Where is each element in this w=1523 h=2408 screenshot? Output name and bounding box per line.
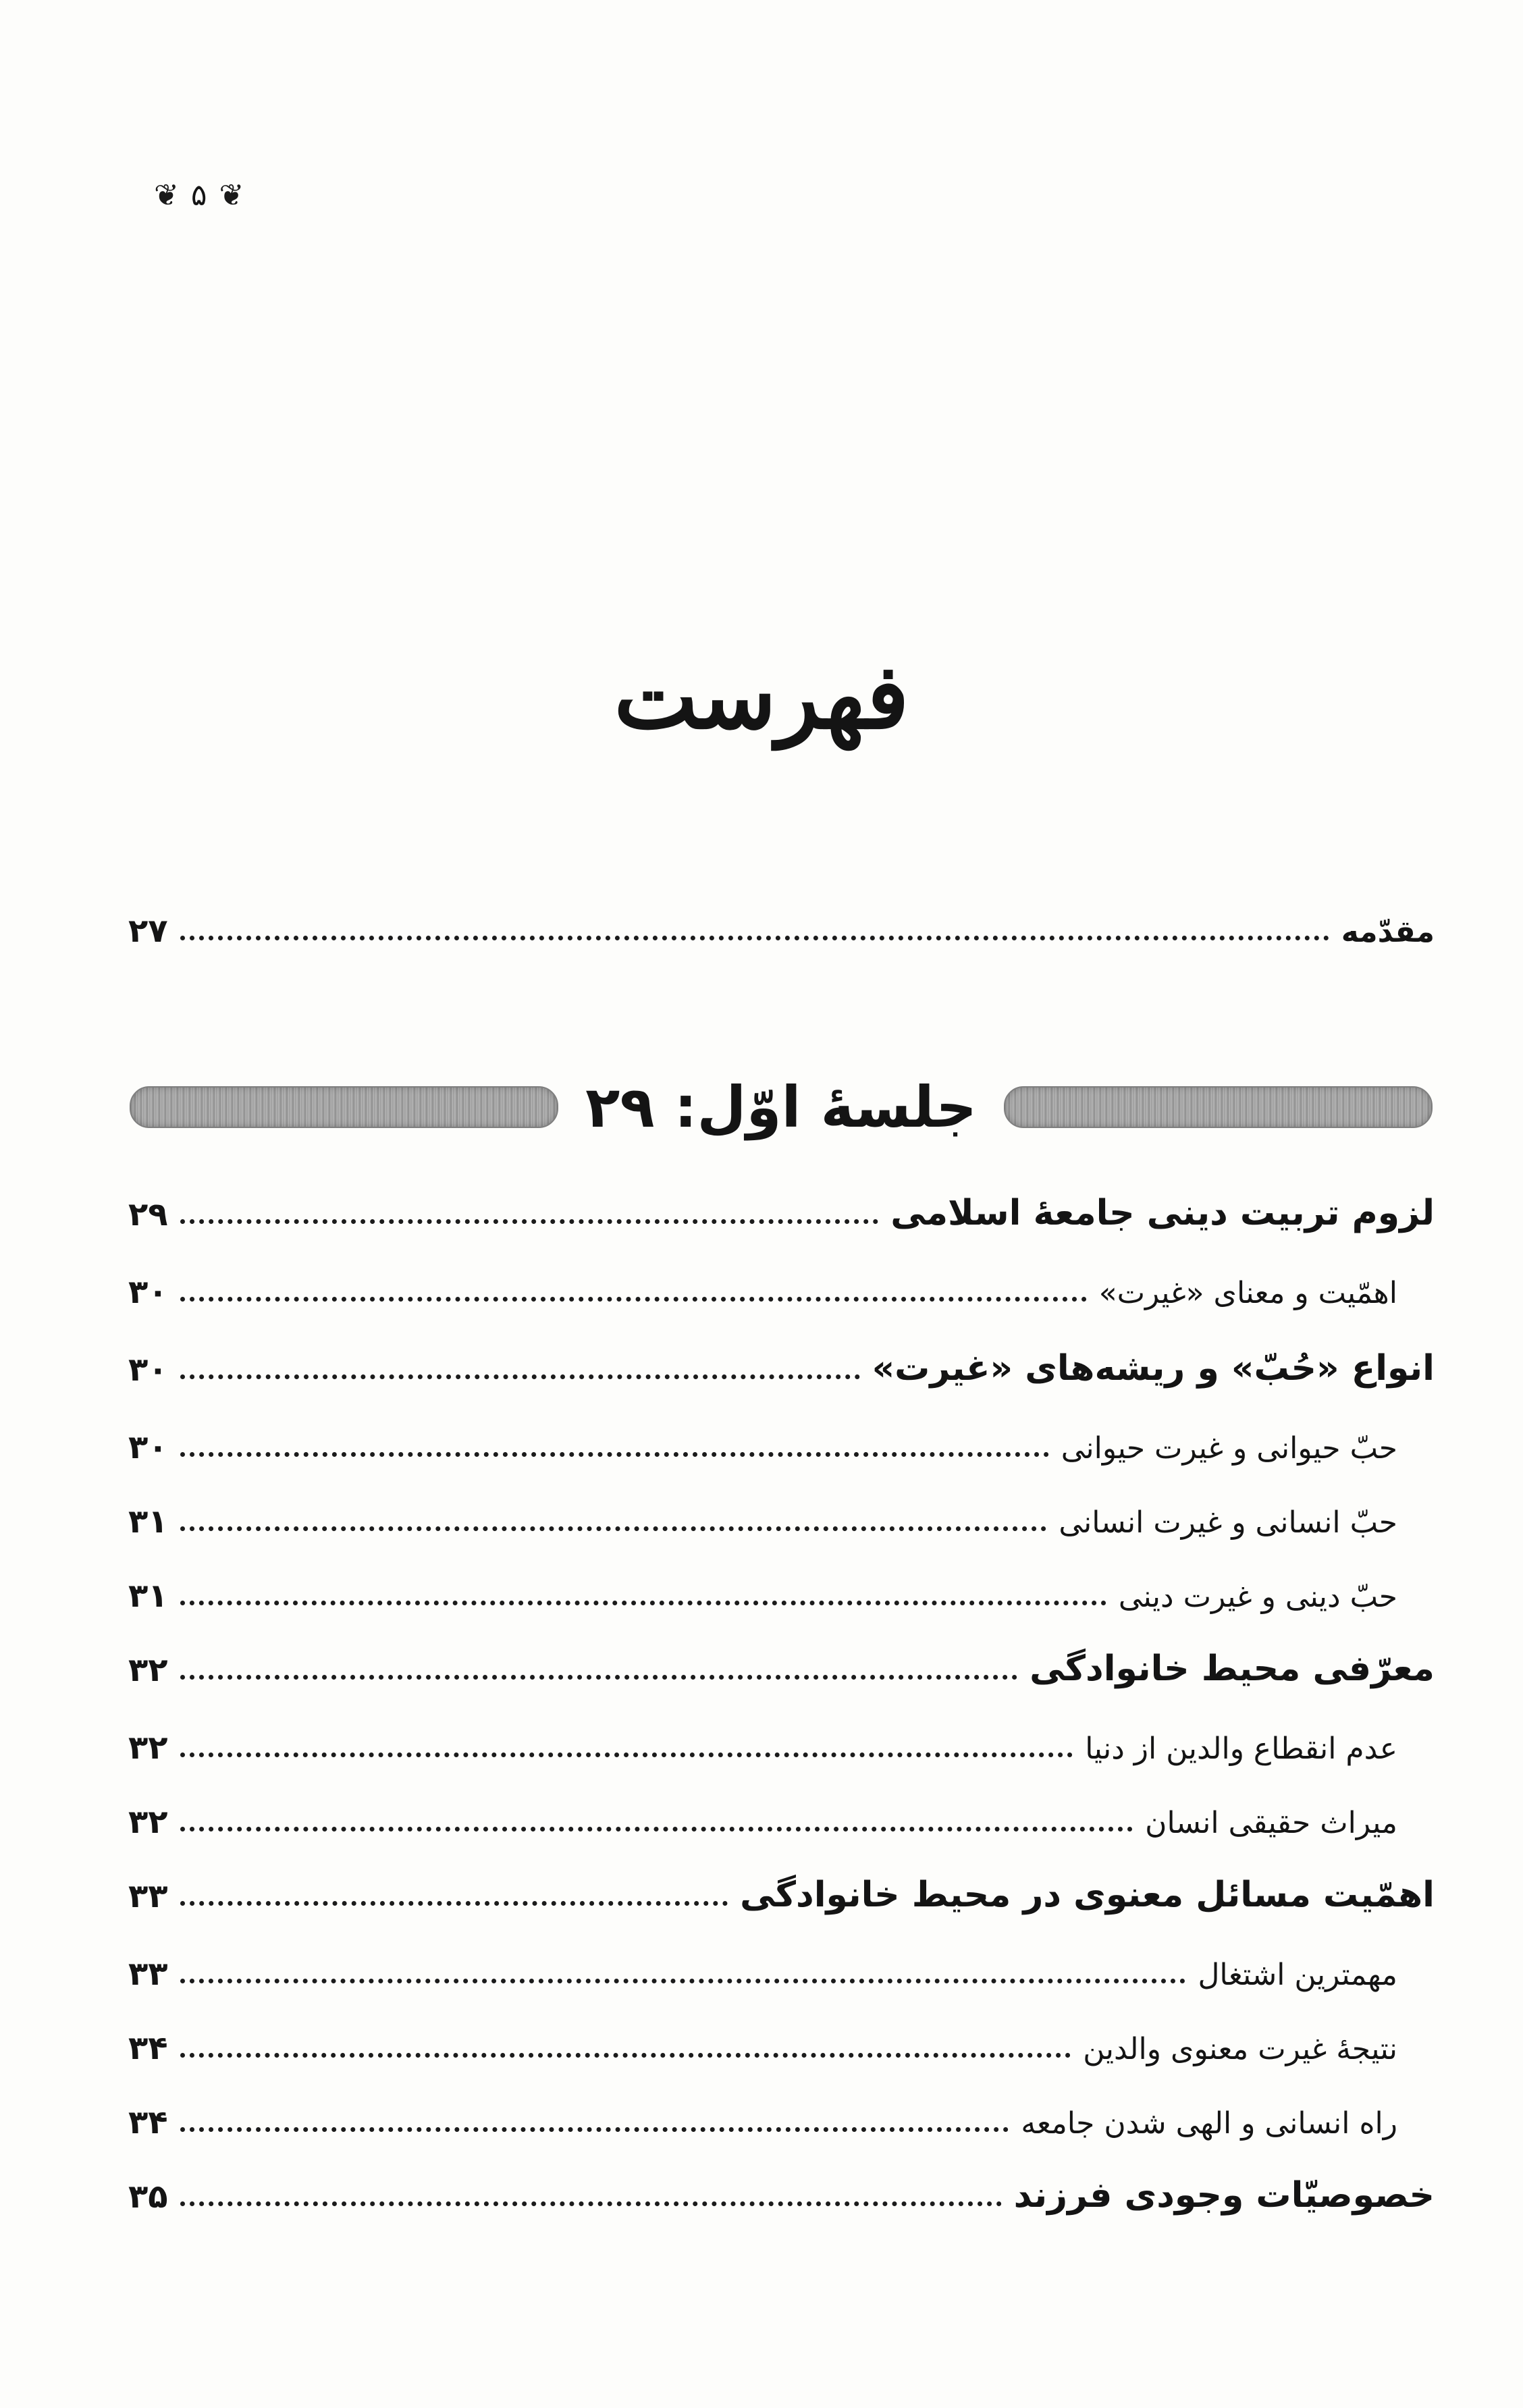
toc-subentry-page: ۳۲ <box>128 1729 168 1767</box>
toc-leader-dots <box>180 1452 1049 1457</box>
toc-leader-dots <box>180 2053 1071 2058</box>
page-number-header <box>154 172 244 219</box>
ornament-right-icon: ❦ <box>219 178 244 213</box>
toc-subentry-page: ۳۲ <box>128 1803 168 1841</box>
toc-intro-row[interactable] <box>128 894 1435 955</box>
toc-subentry-page: ۳۳ <box>128 1955 168 1993</box>
toc-subentry-label: اهمّیت و معنای «غیرت» <box>1098 1276 1397 1310</box>
toc-subentry-page: ۳۰ <box>128 1428 168 1466</box>
toc-intro-page: ۲۷ <box>128 912 168 950</box>
toc-subentry-row[interactable] <box>128 1256 1435 1316</box>
toc-subentry-label: حبّ حیوانی و غیرت حیوانی <box>1061 1431 1397 1466</box>
toc-entry-row[interactable] <box>128 1634 1435 1694</box>
toc-leader-dots <box>180 1297 1087 1302</box>
toc-subentry-row[interactable] <box>128 1411 1435 1472</box>
toc-subentry-label: نتیجهٔ غیرت معنوی والدین <box>1083 2032 1397 2066</box>
session-title: جلسهٔ اوّل: ۲۹ <box>585 1074 977 1140</box>
toc-subentry-page: ۳۴ <box>128 2029 168 2067</box>
toc-subentry-row[interactable] <box>128 1711 1435 1772</box>
toc-leader-dots <box>180 1374 860 1379</box>
toc-subentry-row[interactable] <box>128 1559 1435 1620</box>
toc-entry-page: ۳۲ <box>128 1651 168 1689</box>
page-number: ۵ <box>190 178 207 213</box>
decorative-bar-left <box>130 1086 558 1128</box>
toc-subentry-row[interactable] <box>128 1485 1435 1546</box>
toc-subentry-label: میراث حقیقی انسان <box>1145 1806 1397 1840</box>
toc-leader-dots <box>180 1219 879 1224</box>
toc-entry-page: ۳۰ <box>128 1351 168 1389</box>
toc-entry-row[interactable] <box>128 1333 1435 1394</box>
toc-leader-dots <box>180 1753 1073 1757</box>
toc-subentry-page: ۳۱ <box>128 1577 168 1615</box>
toc-entry-page: ۳۳ <box>128 1877 168 1915</box>
toc-subentry-row[interactable] <box>128 1937 1435 1998</box>
toc-subentry-label: حبّ دینی و غیرت دینی <box>1118 1580 1397 1614</box>
toc-entry-label: انواع «حُبّ» و ریشه‌های «غیرت» <box>872 1348 1435 1389</box>
toc-subentry-label: عدم انقطاع والدین از دنیا <box>1085 1732 1397 1766</box>
toc-entry-row[interactable] <box>128 2160 1435 2221</box>
toc-leader-dots <box>180 1901 728 1906</box>
toc-leader-dots <box>180 936 1329 940</box>
toc-subentry-label: حبّ انسانی و غیرت انسانی <box>1059 1505 1397 1540</box>
toc-leader-dots <box>180 1979 1186 1983</box>
toc-leader-dots <box>180 2201 1002 2206</box>
toc-subentry-page: ۳۱ <box>128 1503 168 1541</box>
toc-subentry-label: راه انسانی و الهی شدن جامعه <box>1021 2106 1397 2141</box>
toc-entry-row[interactable] <box>128 1860 1435 1921</box>
toc-leader-dots <box>180 1675 1018 1680</box>
toc-intro-label: مقدّمه <box>1341 915 1435 949</box>
toc-subentry-row[interactable] <box>128 2012 1435 2072</box>
toc-leader-dots <box>180 1601 1106 1605</box>
page-title: فهرست <box>614 645 909 749</box>
decorative-bar-right <box>1004 1086 1433 1128</box>
toc-entry-page: ۳۵ <box>128 2178 168 2216</box>
toc-subentry-page: ۳۰ <box>128 1273 168 1311</box>
toc-leader-dots <box>180 1526 1047 1531</box>
toc-entry-label: معرّفی محیط خانوادگی <box>1030 1649 1435 1689</box>
toc-entry-label: اهمّیت مسائل معنوی در محیط خانوادگی <box>740 1875 1435 1915</box>
toc-entry-label: لزوم تربیت دینی جامعهٔ اسلامی <box>890 1193 1435 1233</box>
toc-leader-dots <box>180 1827 1133 1831</box>
toc-subentry-row[interactable] <box>128 2086 1435 2147</box>
session-heading <box>130 1060 1433 1154</box>
toc-entry-row[interactable] <box>128 1178 1435 1239</box>
toc-subentry-row[interactable] <box>128 1786 1435 1846</box>
toc-subentry-page: ۳۴ <box>128 2104 168 2141</box>
ornament-left-icon: ❦ <box>154 178 179 213</box>
toc-entry-label: خصوصیّات وجودی فرزند <box>1013 2175 1435 2216</box>
toc-leader-dots <box>180 2127 1009 2132</box>
toc-entry-page: ۲۹ <box>128 1196 168 1233</box>
toc-subentry-label: مهمترین اشتغال <box>1198 1958 1397 1992</box>
